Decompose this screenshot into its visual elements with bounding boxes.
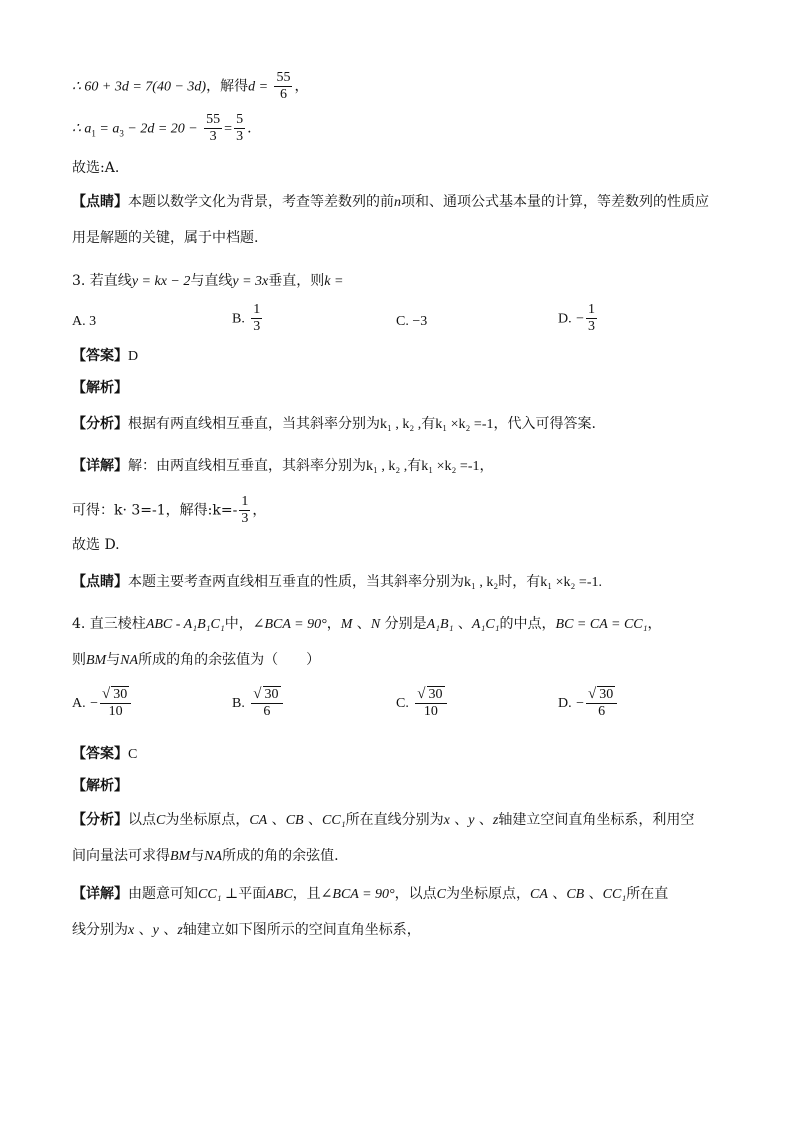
question-text: 则: [72, 652, 86, 668]
option-b: [232, 302, 264, 335]
detail-text: ，以点: [394, 886, 437, 902]
question-text: 所成的角的余弦值为（ ）: [138, 652, 321, 668]
m-point: M: [340, 617, 353, 632]
axis-x: x: [128, 923, 135, 938]
radicand: 30: [428, 687, 443, 702]
option-c: C. −3: [396, 314, 428, 329]
fraction-numerator: 55: [276, 70, 291, 85]
punctuation: ，: [252, 502, 267, 519]
analysis-text: 与: [190, 848, 205, 864]
option-label: B.: [232, 696, 245, 711]
segment: CA: [249, 813, 268, 828]
axis-z: z: [492, 813, 499, 828]
question-3-stem: [72, 271, 343, 292]
result-text: 可得：k· 3=-1，解得:k=-: [72, 502, 238, 519]
fenxi-tag: 【分析】: [72, 416, 128, 432]
segment: A₁B₁: [426, 617, 454, 632]
segment: CC₁: [602, 887, 627, 902]
analysis-text: 所成的角的余弦值.: [222, 848, 339, 864]
slope-expression: k₁ , k₂ ,有k₁ ×k₂ =-1: [380, 417, 494, 432]
segment: BM: [170, 849, 191, 864]
question-text: 垂直，则: [268, 273, 325, 289]
radicand: 30: [264, 687, 279, 702]
equation-line-2: [72, 112, 252, 145]
fraction: [251, 302, 262, 335]
equation-text: = a: [95, 121, 120, 137]
fraction: $\frac{√ 30}{10}$: [100, 686, 131, 720]
equation: BC = CA = CC₁: [555, 617, 648, 632]
analysis-line: [72, 414, 596, 435]
punctuation: 、: [547, 886, 567, 902]
comment-text: 项和、通项公式基本量的计算，等差数列的性质应: [401, 194, 709, 210]
comment-line-1: [72, 192, 709, 213]
equation-text: − 2d = 20 −: [123, 121, 198, 137]
comment-text: 本题主要考查两直线相互垂直的性质，当其斜率分别为: [128, 574, 464, 590]
comment-text: 本题以数学文化为背景，考查等差数列的前: [128, 194, 394, 210]
punctuation: 、: [474, 812, 493, 828]
analysis-tag: 【解析】: [72, 778, 128, 794]
punctuation: ，: [326, 616, 341, 632]
segment: CC₁: [322, 813, 346, 828]
analysis-text: 间向量法可求得: [72, 848, 170, 864]
fraction-denominator: 3: [241, 511, 249, 526]
option-a: A. 3: [72, 314, 97, 329]
fraction: [234, 112, 245, 145]
question-text: 的中点，: [499, 616, 556, 632]
fraction-denominator: 6: [598, 704, 606, 719]
minus-sign: −: [576, 311, 584, 327]
equation-line-1: [72, 70, 308, 103]
comment-tag: 【点睛】: [72, 574, 128, 590]
fenxi-tag: 【分析】: [72, 812, 128, 828]
question-text: 4. 直三棱柱: [72, 616, 146, 632]
subscript: 3: [119, 128, 124, 139]
radicand: 30: [599, 687, 614, 702]
n-symbol: n: [394, 195, 401, 210]
punctuation: 、: [134, 922, 153, 938]
segment: NA: [204, 849, 223, 864]
detail-text: 线分别为: [72, 922, 128, 938]
detail-text: 为坐标原点，: [445, 886, 530, 902]
option-label: D.: [558, 696, 572, 711]
punctuation: .: [247, 120, 252, 137]
comment-tag: 【点睛】: [72, 194, 128, 210]
segment: CC₁ ⊥: [198, 887, 239, 902]
equation: y = 3x: [232, 274, 269, 289]
punctuation: ，: [647, 616, 662, 632]
fraction-denominator: 6: [263, 704, 271, 719]
segment: CA: [529, 887, 548, 902]
analysis-text: 轴建立空间直角坐标系，利用空: [498, 812, 695, 828]
detail-text: ，且: [292, 886, 321, 902]
detail-line: [72, 456, 493, 477]
option-a: [72, 686, 133, 720]
question-text: 与直线: [190, 273, 233, 289]
prism-name: ABC - A₁B₁C₁: [145, 617, 225, 632]
question-text: 3. 若直线: [72, 273, 132, 289]
fraction-numerator: 1: [587, 302, 595, 317]
fraction-denominator: 6: [279, 87, 287, 102]
fraction: $\frac{√ 30}{6}$: [586, 686, 617, 720]
n-point: N: [370, 617, 381, 632]
fraction-denominator: 3: [236, 129, 244, 144]
answer-value: C: [128, 747, 138, 762]
fraction-denominator: 10: [423, 704, 438, 719]
slope-expression: k₁ , k₂ ,有k₁ ×k₂ =-1: [366, 459, 480, 474]
radicand: 30: [113, 687, 128, 702]
segment: A₁C₁: [471, 617, 500, 632]
punctuation: 、: [267, 812, 286, 828]
fraction-denominator: 10: [108, 704, 123, 719]
c-point: C: [156, 813, 166, 828]
fraction: [204, 112, 222, 145]
xiangjie-tag: 【详解】: [72, 886, 128, 902]
detail-line-2: [72, 920, 421, 941]
analysis-text: 所在直线分别为: [345, 812, 444, 828]
fraction: [586, 302, 597, 335]
axis-y: y: [468, 813, 475, 828]
segment: CB: [566, 887, 585, 902]
option-d: [558, 302, 599, 335]
slope-expression: k₁ , k₂: [464, 575, 499, 590]
option-label: A.: [72, 696, 86, 711]
option-b: [232, 686, 285, 720]
punctuation: 、: [158, 922, 178, 938]
fraction: $\frac{√ 30}{10}$: [415, 686, 446, 720]
punctuation: ，: [294, 78, 309, 95]
analysis-text: ，代入可得答案.: [493, 416, 596, 432]
punctuation: 、: [584, 886, 603, 902]
choose-line: 故选 D.: [72, 537, 120, 553]
analysis-text: 根据有两直线相互垂直，当其斜率分别为: [128, 416, 380, 432]
equation-text: ∴ a: [72, 121, 92, 137]
fraction: [274, 70, 292, 103]
comment-line-2: 用是解题的关键，属于中档题.: [72, 230, 259, 246]
fraction-denominator: 3: [587, 319, 595, 334]
detail-text: 解：由两直线相互垂直，其斜率分别为: [128, 458, 366, 474]
fraction-numerator: 1: [241, 494, 249, 509]
option-c: [396, 686, 449, 720]
answer-line: [72, 744, 137, 765]
equation: y = kx − 2: [131, 274, 191, 289]
answer-tag: 【答案】: [72, 348, 128, 364]
option-label: C.: [396, 696, 409, 711]
segment: BM: [86, 653, 107, 668]
choose-line: 故选:A.: [72, 160, 120, 176]
minus-sign: −: [90, 696, 98, 711]
equals-sign: =: [224, 121, 233, 137]
option-label: B.: [232, 311, 245, 327]
detail-text: 由题意可知: [128, 886, 198, 902]
option-d: [558, 686, 619, 720]
axis-y: y: [152, 923, 159, 938]
d-symbol: d =: [248, 79, 269, 95]
detail-text: 所在直: [626, 886, 669, 902]
solve-text: ，解得: [206, 78, 249, 95]
fraction-numerator: 5: [236, 112, 244, 127]
segment: NA: [120, 653, 139, 668]
analysis-line-2: [72, 846, 339, 867]
angle: ∠BCA = 90°: [320, 887, 395, 902]
plane-name: ABC: [266, 887, 293, 902]
fraction-denominator: 3: [253, 319, 261, 334]
detail-text: 轴建立如下图所示的空间直角坐标系，: [182, 922, 421, 938]
punctuation: 、: [453, 616, 472, 632]
question-text: 与: [106, 652, 121, 668]
k-symbol: k =: [324, 274, 344, 289]
fraction-denominator: 3: [209, 129, 217, 144]
analysis-text: 以点: [128, 812, 156, 828]
detail-text: ，: [479, 458, 494, 474]
slope-expression: k₁ ×k₂ =-1.: [540, 575, 602, 590]
analysis-text: 为坐标原点，: [165, 812, 250, 828]
analysis-line-1: [72, 810, 694, 831]
subscript: 1: [91, 128, 96, 139]
punctuation: 、: [303, 812, 323, 828]
fraction-numerator: 55: [206, 112, 221, 127]
question-text: 分别是: [380, 616, 427, 632]
fraction: [239, 494, 250, 527]
detail-text: 平面: [238, 886, 267, 902]
answer-tag: 【答案】: [72, 746, 128, 762]
comment-text: 时，有: [498, 574, 541, 590]
minus-sign: −: [576, 696, 584, 711]
question-4-stem-2: [72, 650, 320, 671]
punctuation: 、: [352, 616, 371, 632]
angle: ∠BCA = 90°: [252, 617, 327, 632]
xiangjie-tag: 【详解】: [72, 458, 128, 474]
answer-line: [72, 346, 138, 367]
answer-value: D: [128, 349, 139, 364]
fraction-numerator: 1: [253, 302, 261, 317]
analysis-tag: 【解析】: [72, 380, 128, 396]
comment-line: [72, 572, 602, 593]
c-point: C: [436, 887, 446, 902]
question-4-stem-1: [72, 614, 662, 635]
axis-x: x: [443, 813, 450, 828]
punctuation: 、: [449, 812, 469, 828]
fraction: $\frac{√ 30}{6}$: [251, 686, 282, 720]
option-label: D.: [558, 311, 572, 327]
axis-z: z: [177, 923, 183, 938]
segment: CB: [285, 813, 304, 828]
equation-text: ∴ 60 + 3d = 7(40 − 3d): [72, 79, 207, 95]
question-text: 中，: [224, 616, 253, 632]
result-line: [72, 494, 266, 527]
detail-line-1: [72, 884, 668, 905]
